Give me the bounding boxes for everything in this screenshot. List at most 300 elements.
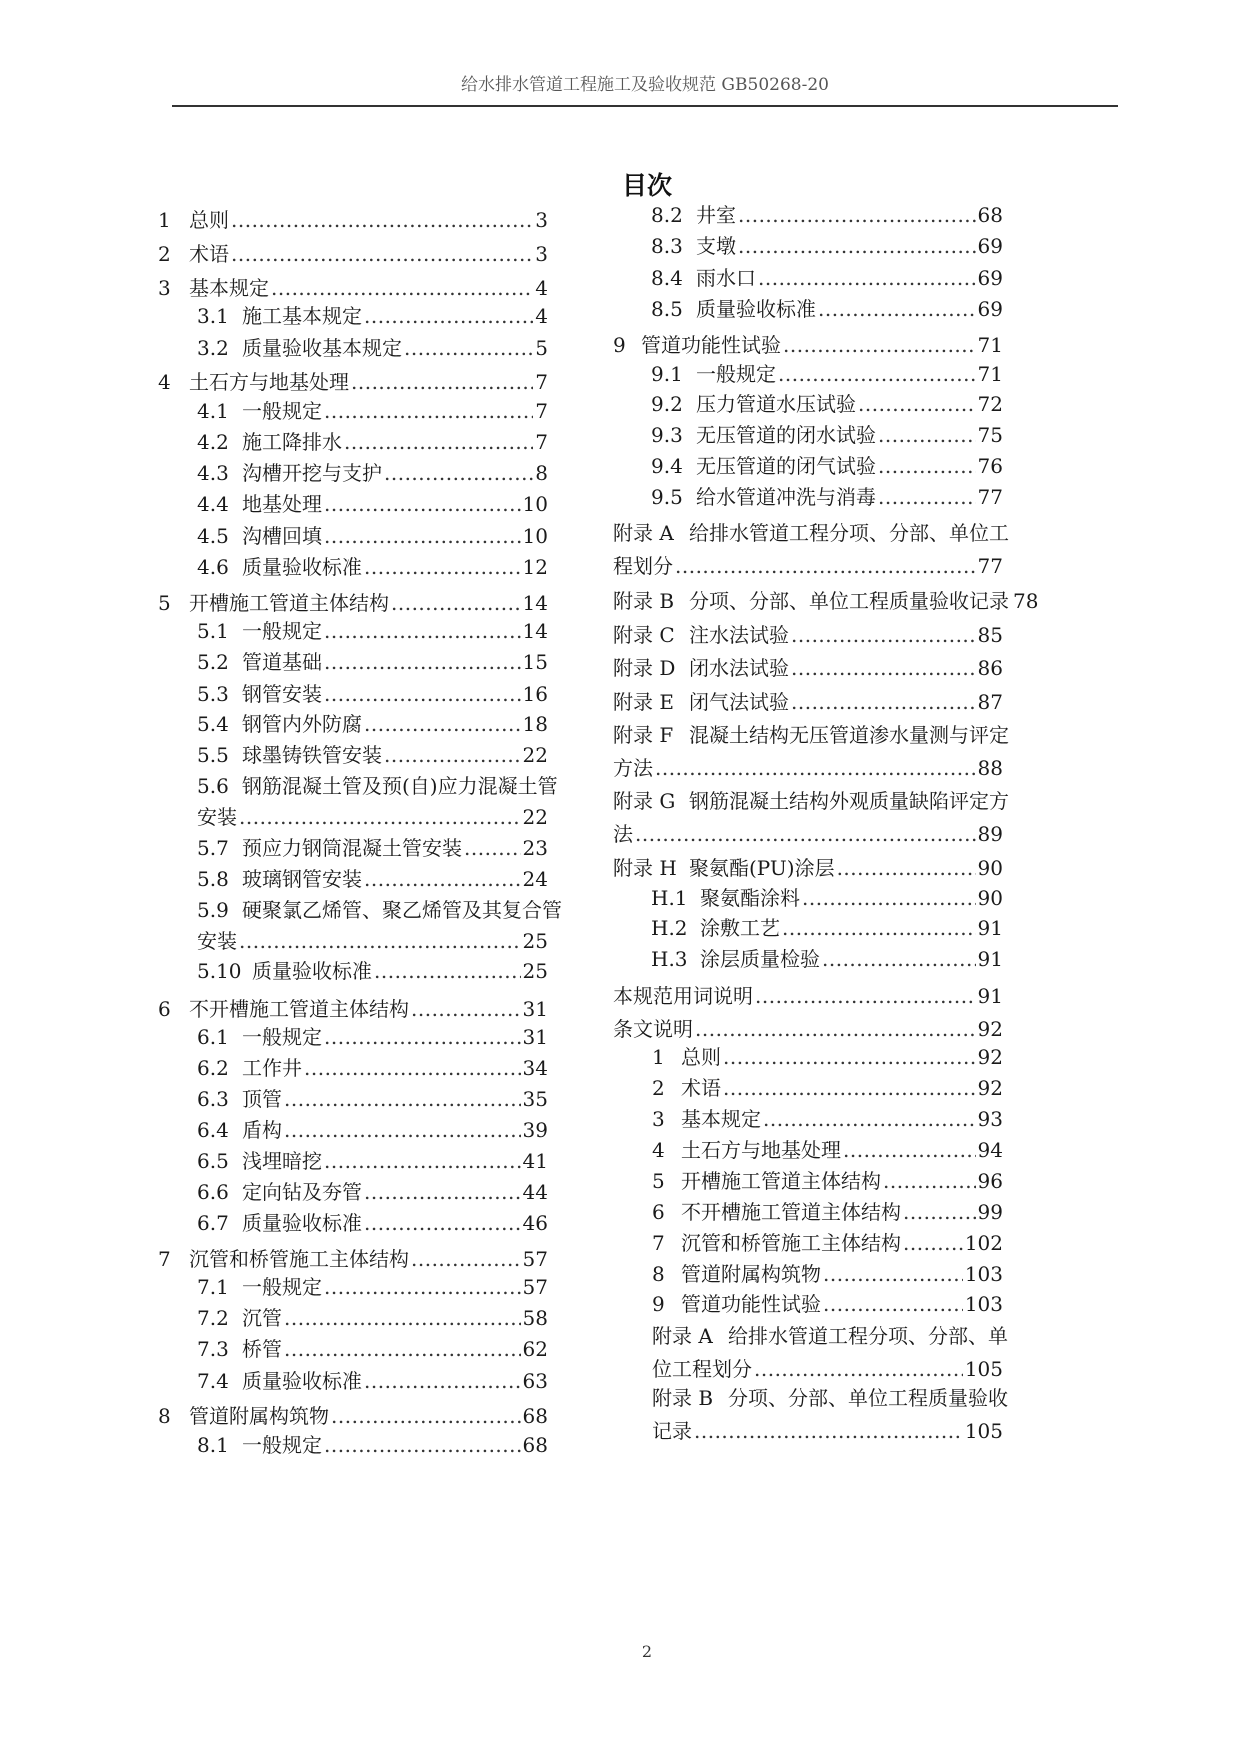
toc-leader-dots bbox=[364, 1367, 521, 1395]
toc-entry-label: 基本规定 bbox=[681, 1107, 761, 1131]
toc-entry-number: 9.1 bbox=[651, 362, 683, 386]
toc-leader-dots bbox=[754, 1355, 963, 1383]
toc-entry-number: 5.1 bbox=[197, 619, 229, 643]
toc-entry-number: 4.1 bbox=[197, 399, 229, 423]
toc-entry bbox=[242, 1147, 548, 1175]
toc-entry-number: 附录 D bbox=[613, 656, 676, 680]
toc-entry-number: 5.4 bbox=[197, 712, 229, 736]
toc-entry-page: 91 bbox=[977, 916, 1003, 940]
toc-entry bbox=[242, 1209, 548, 1237]
toc-entry-number: H.2 bbox=[651, 916, 688, 940]
toc-entry-label: 土石方与地基处理 bbox=[681, 1138, 841, 1162]
toc-entry bbox=[189, 1402, 548, 1430]
toc-leader-dots bbox=[324, 1431, 521, 1459]
toc-leader-dots bbox=[903, 1198, 976, 1226]
toc-entry-label: 桥管 bbox=[242, 1337, 282, 1361]
toc-entry bbox=[242, 334, 548, 362]
toc-entry-page: 57 bbox=[522, 1247, 548, 1271]
toc-entry-label: 本规范用词说明 bbox=[613, 984, 753, 1008]
toc-entry-page: 90 bbox=[977, 886, 1003, 910]
toc-entry bbox=[242, 397, 548, 425]
toc-entry-number: 8.5 bbox=[651, 297, 683, 321]
toc-entry-page: 10 bbox=[522, 524, 548, 548]
toc-entry-number: 4.5 bbox=[197, 524, 229, 548]
toc-entry-page: 7 bbox=[535, 370, 548, 394]
toc-entry bbox=[242, 490, 548, 518]
toc-entry-page: 92 bbox=[977, 1045, 1003, 1069]
toc-leader-dots bbox=[791, 688, 976, 716]
toc-leader-dots bbox=[791, 654, 976, 682]
toc-entry-page: 57 bbox=[522, 1275, 548, 1299]
toc-entry-label: 一般规定 bbox=[242, 399, 322, 423]
toc-leader-dots bbox=[364, 553, 521, 581]
toc-entry-label: 管道附属构筑物 bbox=[189, 1404, 329, 1428]
toc-entry-page: 35 bbox=[522, 1087, 548, 1111]
toc-entry-label: 钢管安装 bbox=[242, 682, 322, 706]
toc-entry-page: 3 bbox=[535, 208, 548, 232]
toc-entry-label: 开槽施工管道主体结构 bbox=[189, 591, 389, 615]
toc-entry-page: 23 bbox=[522, 836, 548, 860]
toc-entry bbox=[242, 1054, 548, 1082]
toc-entry-page: 92 bbox=[977, 1017, 1003, 1041]
toc-entry-number: 2 bbox=[652, 1076, 665, 1100]
toc-entry-page: 89 bbox=[977, 822, 1003, 846]
toc-leader-dots bbox=[903, 1229, 963, 1257]
toc-entry-page: 105 bbox=[964, 1419, 1003, 1443]
toc-entry-number: 7.1 bbox=[197, 1275, 229, 1299]
toc-entry-label-cont: 位工程划分 bbox=[652, 1357, 752, 1381]
toc-entry-label: 井室 bbox=[696, 203, 736, 227]
toc-entry-label: 钢筋混凝土管及预(自)应力混凝土管 bbox=[242, 774, 558, 798]
toc-entry-label: 一般规定 bbox=[242, 1025, 322, 1049]
toc-leader-dots bbox=[239, 927, 521, 955]
toc-entry-number: 附录 B bbox=[652, 1386, 714, 1410]
toc-entry bbox=[242, 1116, 548, 1144]
toc-leader-dots bbox=[324, 1273, 521, 1301]
running-header: 给水排水管道工程施工及验收规范 GB50268-20 bbox=[461, 75, 829, 95]
toc-entry bbox=[242, 834, 548, 862]
toc-entry-label: 分项、分部、单位工程质量验收记录 bbox=[689, 589, 1009, 613]
toc-entry bbox=[696, 295, 1003, 323]
toc-entry bbox=[242, 553, 548, 581]
toc-entry-number: 附录 H bbox=[613, 856, 677, 880]
toc-entry-label: 地基处理 bbox=[242, 492, 322, 516]
toc-entry bbox=[242, 522, 548, 550]
toc-entry-page: 71 bbox=[977, 333, 1003, 357]
toc-entry-page: 86 bbox=[977, 656, 1003, 680]
toc-entry-number: 6.5 bbox=[197, 1149, 229, 1173]
toc-leader-dots bbox=[763, 1105, 976, 1133]
toc-leader-dots bbox=[837, 854, 976, 882]
toc-entry-label: 术语 bbox=[681, 1076, 721, 1100]
toc-entry-label: 施工基本规定 bbox=[242, 304, 362, 328]
toc-leader-dots bbox=[284, 1116, 521, 1144]
toc-entry bbox=[681, 1105, 1003, 1133]
toc-entry-label: 分项、分部、单位工程质量验收 bbox=[728, 1386, 1008, 1410]
toc-entry-number: 7.4 bbox=[197, 1369, 229, 1393]
toc-entry-label: 沟槽回填 bbox=[242, 524, 322, 548]
toc-entry-number: 6 bbox=[158, 997, 171, 1021]
toc-entry-label: 一般规定 bbox=[242, 1275, 322, 1299]
toc-leader-dots bbox=[802, 884, 976, 912]
toc-entry-number: 7 bbox=[158, 1247, 171, 1271]
toc-entry-number: 9.2 bbox=[651, 392, 683, 416]
toc-entry-number: 6.1 bbox=[197, 1025, 229, 1049]
toc-entry-page: 91 bbox=[977, 984, 1003, 1008]
toc-entry-label: 不开槽施工管道主体结构 bbox=[681, 1200, 901, 1224]
toc-entry-page: 10 bbox=[522, 492, 548, 516]
toc-entry-label: 术语 bbox=[189, 242, 229, 266]
toc-entry-number: 2 bbox=[158, 242, 171, 266]
toc-entry-number: 6.4 bbox=[197, 1118, 229, 1142]
toc-entry-page: 44 bbox=[522, 1180, 548, 1204]
toc-entry-number: 9.5 bbox=[651, 485, 683, 509]
toc-entry-label-cont: 安装 bbox=[197, 805, 237, 829]
toc-entry bbox=[689, 587, 1039, 615]
toc-leader-dots bbox=[284, 1304, 521, 1332]
toc-entry-page: 75 bbox=[977, 423, 1003, 447]
toc-entry-label: 球墨铸铁管安装 bbox=[242, 743, 382, 767]
toc-entry bbox=[700, 914, 1003, 942]
toc-leader-dots bbox=[635, 820, 976, 848]
toc-entry bbox=[613, 982, 1003, 1010]
toc-leader-dots bbox=[695, 1015, 976, 1043]
toc-entry-label: 注水法试验 bbox=[689, 623, 789, 647]
toc-entry-label: 管道功能性试验 bbox=[641, 333, 781, 357]
toc-entry-number: H.3 bbox=[651, 947, 688, 971]
toc-entry-page: 92 bbox=[977, 1076, 1003, 1100]
toc-entry-label: 总则 bbox=[189, 208, 229, 232]
toc-entry-page: 24 bbox=[522, 867, 548, 891]
toc-entry bbox=[700, 945, 1003, 973]
toc-entry-number: 5.8 bbox=[197, 867, 229, 891]
toc-entry-number: 5.7 bbox=[197, 836, 229, 860]
toc-entry-page: 31 bbox=[522, 997, 548, 1021]
toc-entry bbox=[197, 803, 548, 831]
toc-entry-page: 99 bbox=[977, 1200, 1003, 1224]
toc-entry-label: 盾构 bbox=[242, 1118, 282, 1142]
toc-entry-page: 87 bbox=[977, 690, 1003, 714]
toc-entry-page: 93 bbox=[977, 1107, 1003, 1131]
toc-entry-number: 附录 B bbox=[613, 589, 675, 613]
toc-entry-page: 39 bbox=[522, 1118, 548, 1142]
toc-entry-label: 不开槽施工管道主体结构 bbox=[189, 997, 409, 1021]
toc-leader-dots bbox=[239, 803, 521, 831]
toc-entry-page: 18 bbox=[522, 712, 548, 736]
toc-entry bbox=[681, 1167, 1003, 1195]
toc-entry bbox=[242, 1085, 548, 1113]
toc-entry-number: 附录 A bbox=[613, 521, 674, 545]
toc-leader-dots bbox=[324, 617, 521, 645]
toc-leader-dots bbox=[883, 1167, 976, 1195]
toc-leader-dots bbox=[231, 240, 533, 268]
toc-entry-label: 混凝土结构无压管道渗水量测与评定 bbox=[689, 723, 1009, 747]
toc-entry bbox=[242, 1335, 548, 1363]
toc-entry-number: 7.2 bbox=[197, 1306, 229, 1330]
toc-entry bbox=[242, 710, 548, 738]
toc-entry-number: 7.3 bbox=[197, 1337, 229, 1361]
toc-entry-number: 6.2 bbox=[197, 1056, 229, 1080]
toc-entry-label: 质量验收标准 bbox=[696, 297, 816, 321]
toc-entry bbox=[242, 459, 548, 487]
toc-entry-number: 7 bbox=[652, 1231, 665, 1255]
toc-leader-dots bbox=[694, 1417, 963, 1445]
toc-entry-label: 沉管和桥管施工主体结构 bbox=[681, 1231, 901, 1255]
toc-entry-number: 9.4 bbox=[651, 454, 683, 478]
page-title: 目次 bbox=[621, 171, 672, 200]
toc-entry bbox=[681, 1260, 1003, 1288]
toc-entry-label: 雨水口 bbox=[696, 266, 756, 290]
toc-entry-number: 1 bbox=[158, 208, 171, 232]
toc-entry-number: 9 bbox=[613, 333, 626, 357]
toc-entry-label: 总则 bbox=[681, 1045, 721, 1069]
toc-leader-dots bbox=[364, 1209, 521, 1237]
toc-entry-label: 条文说明 bbox=[613, 1017, 693, 1041]
toc-entry-page: 14 bbox=[522, 619, 548, 643]
toc-entry-number: 9 bbox=[652, 1292, 665, 1316]
toc-entry bbox=[681, 1074, 1003, 1102]
toc-entry-page: 94 bbox=[977, 1138, 1003, 1162]
toc-entry-number: 附录 A bbox=[652, 1324, 713, 1348]
toc-entry-label: 沉管和桥管施工主体结构 bbox=[189, 1247, 409, 1271]
toc-entry-label-cont: 记录 bbox=[652, 1419, 692, 1443]
toc-entry bbox=[242, 1273, 548, 1301]
toc-entry-number: 4 bbox=[158, 370, 171, 394]
toc-entry-label-cont: 安装 bbox=[197, 929, 237, 953]
toc-entry-page: 102 bbox=[964, 1231, 1003, 1255]
toc-entry-page: 69 bbox=[977, 234, 1003, 258]
toc-leader-dots bbox=[783, 331, 976, 359]
toc-entry bbox=[681, 1043, 1003, 1071]
toc-leader-dots bbox=[411, 995, 521, 1023]
toc-leader-dots bbox=[738, 201, 976, 229]
toc-entry-number: 8.3 bbox=[651, 234, 683, 258]
toc-entry-number: 6.6 bbox=[197, 1180, 229, 1204]
toc-leader-dots bbox=[324, 397, 533, 425]
toc-entry-page: 4 bbox=[535, 276, 548, 300]
toc-leader-dots bbox=[324, 522, 521, 550]
toc-entry-label: 质量验收标准 bbox=[242, 555, 362, 579]
toc-entry-page: 72 bbox=[977, 392, 1003, 416]
toc-entry-page: 7 bbox=[535, 399, 548, 423]
toc-entry-label: 质量验收标准 bbox=[242, 1211, 362, 1235]
toc-entry bbox=[613, 552, 1003, 580]
toc-entry bbox=[242, 1367, 548, 1395]
toc-entry-label: 浅埋暗挖 bbox=[242, 1149, 322, 1173]
toc-entry bbox=[242, 1023, 548, 1051]
toc-entry-page: 63 bbox=[522, 1369, 548, 1393]
toc-entry-number: 6.7 bbox=[197, 1211, 229, 1235]
toc-leader-dots bbox=[374, 957, 521, 985]
toc-entry-page: 68 bbox=[522, 1433, 548, 1457]
toc-entry-number: 8.4 bbox=[651, 266, 683, 290]
toc-entry-label: 管道附属构筑物 bbox=[681, 1262, 821, 1286]
toc-entry-page: 105 bbox=[964, 1357, 1003, 1381]
toc-entry-number: 8 bbox=[652, 1262, 665, 1286]
toc-leader-dots bbox=[391, 589, 521, 617]
toc-entry bbox=[641, 331, 1003, 359]
toc-entry-label: 无压管道的闭水试验 bbox=[696, 423, 876, 447]
toc-entry-page: 15 bbox=[522, 650, 548, 674]
toc-entry bbox=[681, 1136, 1003, 1164]
toc-entry-page: 68 bbox=[977, 203, 1003, 227]
toc-entry-label: 工作井 bbox=[242, 1056, 302, 1080]
toc-entry-page: 31 bbox=[522, 1025, 548, 1049]
toc-entry bbox=[652, 1417, 1003, 1445]
toc-entry-page: 69 bbox=[977, 297, 1003, 321]
toc-entry bbox=[652, 1355, 1003, 1383]
toc-entry-label: 质量验收标准 bbox=[242, 1369, 362, 1393]
toc-entry-number: 5.2 bbox=[197, 650, 229, 674]
toc-leader-dots bbox=[364, 710, 521, 738]
toc-leader-dots bbox=[878, 483, 976, 511]
toc-entry bbox=[696, 390, 1003, 418]
toc-entry-number: 附录 G bbox=[613, 789, 676, 813]
toc-entry-page: 96 bbox=[977, 1169, 1003, 1193]
toc-leader-dots bbox=[878, 421, 976, 449]
toc-entry-number: 1 bbox=[652, 1045, 665, 1069]
toc-entry-number: 5 bbox=[158, 591, 171, 615]
toc-entry-number: 5.5 bbox=[197, 743, 229, 767]
toc-leader-dots bbox=[284, 1335, 521, 1363]
toc-entry-number: 4.2 bbox=[197, 430, 229, 454]
toc-entry-label: 一般规定 bbox=[696, 362, 776, 386]
toc-entry-page: 16 bbox=[522, 682, 548, 706]
toc-entry-label: 钢筋混凝土结构外观质量缺陷评定方 bbox=[689, 789, 1009, 813]
toc-leader-dots bbox=[231, 206, 533, 234]
toc-entry bbox=[696, 421, 1003, 449]
toc-entry-label: 涂层质量检验 bbox=[700, 947, 820, 971]
toc-entry-label: 硬聚氯乙烯管、聚乙烯管及其复合管 bbox=[242, 898, 562, 922]
toc-entry-page: 25 bbox=[522, 959, 548, 983]
toc-entry-label: 管道基础 bbox=[242, 650, 322, 674]
toc-entry-number: 4.3 bbox=[197, 461, 229, 485]
toc-leader-dots bbox=[404, 334, 533, 362]
toc-leader-dots bbox=[791, 621, 976, 649]
toc-entry-label: 沉管 bbox=[242, 1306, 282, 1330]
toc-entry-label: 预应力钢筒混凝土管安装 bbox=[242, 836, 462, 860]
toc-entry bbox=[613, 1015, 1003, 1043]
toc-entry bbox=[242, 648, 548, 676]
toc-leader-dots bbox=[858, 390, 976, 418]
toc-leader-dots bbox=[843, 1136, 976, 1164]
toc-entry bbox=[189, 206, 548, 234]
toc-entry-number: 5.6 bbox=[197, 774, 229, 798]
toc-entry-number: H.1 bbox=[651, 886, 688, 910]
toc-entry bbox=[252, 957, 548, 985]
toc-leader-dots bbox=[324, 648, 521, 676]
toc-entry-page: 58 bbox=[522, 1306, 548, 1330]
toc-leader-dots bbox=[675, 552, 976, 580]
toc-leader-dots bbox=[344, 428, 533, 456]
toc-leader-dots bbox=[384, 459, 533, 487]
toc-entry bbox=[696, 483, 1003, 511]
toc-leader-dots bbox=[304, 1054, 521, 1082]
toc-entry-number: 3.2 bbox=[197, 336, 229, 360]
toc-entry-label: 一般规定 bbox=[242, 619, 322, 643]
toc-entry bbox=[242, 865, 548, 893]
toc-entry-label: 给排水管道工程分项、分部、单 bbox=[728, 1324, 1008, 1348]
toc-leader-dots bbox=[331, 1402, 521, 1430]
toc-leader-dots bbox=[271, 274, 533, 302]
toc-entry-label: 土石方与地基处理 bbox=[189, 370, 349, 394]
toc-entry bbox=[696, 201, 1003, 229]
toc-entry-number: 6.3 bbox=[197, 1087, 229, 1111]
toc-entry-number: 3.1 bbox=[197, 304, 229, 328]
toc-leader-dots bbox=[324, 490, 521, 518]
toc-entry bbox=[681, 1198, 1003, 1226]
toc-entry-page: 62 bbox=[522, 1337, 548, 1361]
toc-entry-page: 88 bbox=[977, 756, 1003, 780]
toc-leader-dots bbox=[818, 295, 976, 323]
toc-entry bbox=[613, 820, 1003, 848]
toc-entry-number: 3 bbox=[158, 276, 171, 300]
toc-leader-dots bbox=[723, 1043, 976, 1071]
toc-entry-label: 一般规定 bbox=[242, 1433, 322, 1457]
toc-entry bbox=[242, 1178, 548, 1206]
toc-leader-dots bbox=[364, 1178, 521, 1206]
toc-entry-number: 5.3 bbox=[197, 682, 229, 706]
toc-entry bbox=[696, 452, 1003, 480]
toc-entry-page: 22 bbox=[522, 743, 548, 767]
toc-entry-page: 103 bbox=[964, 1262, 1003, 1286]
toc-entry bbox=[242, 680, 548, 708]
toc-leader-dots bbox=[878, 452, 976, 480]
toc-entry bbox=[189, 240, 548, 268]
toc-entry-page: 90 bbox=[977, 856, 1003, 880]
toc-entry-page: 78 bbox=[1013, 589, 1039, 613]
toc-entry-label: 压力管道水压试验 bbox=[696, 392, 856, 416]
toc-entry-number: 5.10 bbox=[197, 959, 242, 983]
toc-leader-dots bbox=[755, 982, 976, 1010]
toc-entry-number: 8.1 bbox=[197, 1433, 229, 1457]
toc-entry-page: 7 bbox=[535, 430, 548, 454]
toc-entry-label: 聚氨酯(PU)涂层 bbox=[689, 856, 835, 880]
toc-entry-label: 闭水法试验 bbox=[689, 656, 789, 680]
toc-leader-dots bbox=[655, 754, 976, 782]
toc-entry-number: 4 bbox=[652, 1138, 665, 1162]
toc-leader-dots bbox=[324, 680, 521, 708]
header-rule bbox=[172, 105, 1118, 107]
toc-entry bbox=[689, 854, 1003, 882]
toc-entry-label-cont: 法 bbox=[613, 822, 633, 846]
toc-entry bbox=[242, 302, 548, 330]
toc-entry-page: 76 bbox=[977, 454, 1003, 478]
toc-entry bbox=[696, 360, 1003, 388]
toc-entry-page: 41 bbox=[522, 1149, 548, 1173]
toc-entry-number: 8 bbox=[158, 1404, 171, 1428]
toc-entry-number: 3 bbox=[652, 1107, 665, 1131]
toc-entry-page: 3 bbox=[535, 242, 548, 266]
toc-entry-number: 8.2 bbox=[651, 203, 683, 227]
toc-leader-dots bbox=[823, 1290, 963, 1318]
toc-entry bbox=[189, 368, 548, 396]
toc-entry bbox=[681, 1290, 1003, 1318]
toc-entry-label: 玻璃钢管安装 bbox=[242, 867, 362, 891]
toc-entry bbox=[689, 688, 1003, 716]
toc-entry-number: 附录 F bbox=[613, 723, 674, 747]
toc-entry-label: 管道功能性试验 bbox=[681, 1292, 821, 1316]
toc-leader-dots bbox=[738, 232, 976, 260]
toc-entry-number: 5 bbox=[652, 1169, 665, 1193]
toc-entry-label-cont: 程划分 bbox=[613, 554, 673, 578]
toc-entry-page: 4 bbox=[535, 304, 548, 328]
toc-entry bbox=[189, 995, 548, 1023]
toc-leader-dots bbox=[324, 1147, 521, 1175]
toc-entry-label: 质量验收标准 bbox=[252, 959, 372, 983]
toc-entry-page: 85 bbox=[977, 623, 1003, 647]
toc-entry-page: 14 bbox=[522, 591, 548, 615]
